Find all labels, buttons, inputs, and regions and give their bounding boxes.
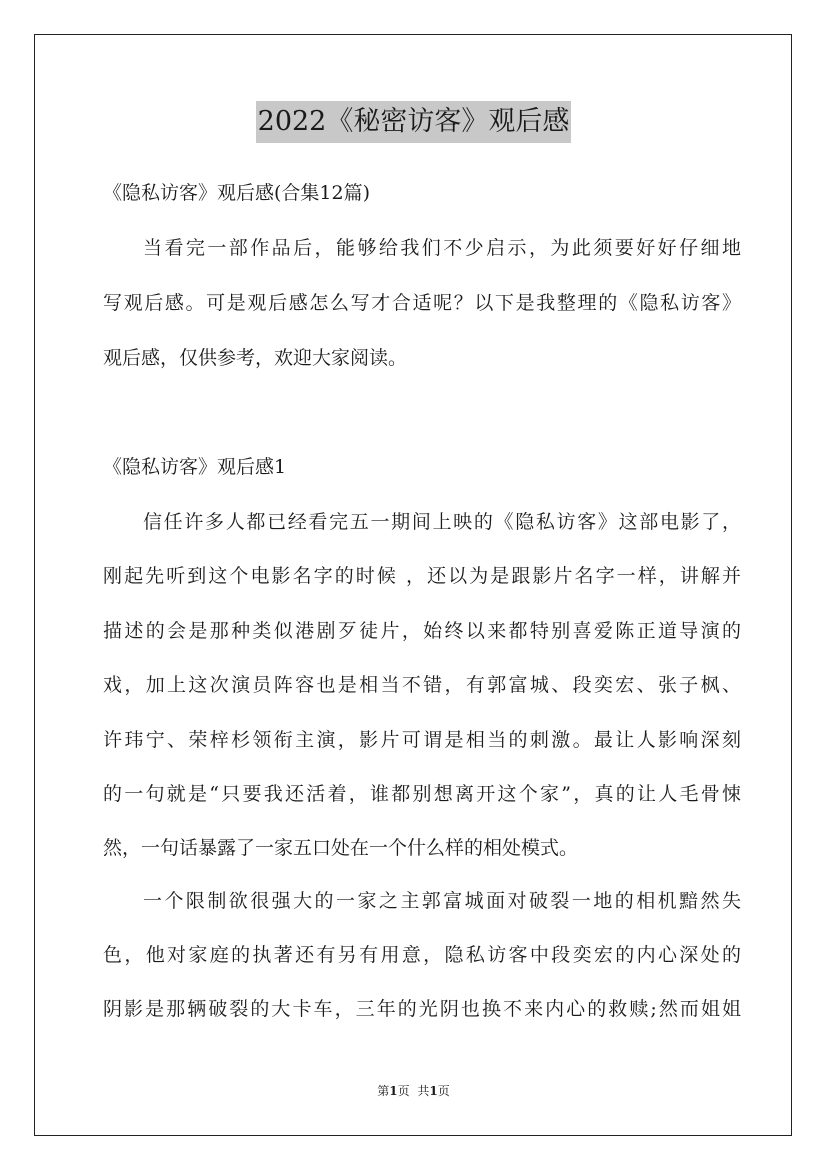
footer-page-suffix: 页	[397, 1084, 410, 1098]
footer-total-suffix: 页	[437, 1084, 450, 1098]
paragraph1-line-3: 描述的会是那种类似港剧歹徒片，始终以来都特别喜爱陈正道导演的	[103, 620, 741, 642]
paragraph2-line-2: 色，他对家庭的执著还有另有用意，隐私访客中段奕宏的内心深处的	[103, 944, 741, 966]
title-container	[0, 101, 827, 143]
paragraph1-line-1: 信任许多人都已经看完五一期间上映的《隐私访客》这部电影了，	[143, 511, 741, 533]
intro-line-3: 观后感，仅供参考，欢迎大家阅读。	[103, 347, 408, 369]
paragraph1-line-4: 戏，加上这次演员阵容也是相当不错，有郭富城、段奕宏、张子枫、	[103, 674, 741, 696]
intro-line-2: 写观后感。可是观后感怎么写才合适呢？以下是我整理的《隐私访客》	[103, 292, 741, 314]
intro-line-1: 当看完一部作品后，能够给我们不少启示，为此须要好好仔细地	[143, 237, 741, 259]
document-title: 2022《秘密访客》观后感	[256, 101, 572, 143]
page-footer	[0, 1083, 827, 1099]
paragraph2-line-1: 一个限制欲很强大的一家之主郭富城面对破裂一地的相机黯然失	[143, 890, 741, 912]
footer-total-prefix: 共	[417, 1084, 430, 1098]
paragraph1-line-2: 刚起先听到这个电影名字的时候 ，还以为是跟影片名字一样，讲解并	[103, 565, 741, 587]
paragraph2-line-3: 阴影是那辆破裂的大卡车，三年的光阴也换不来内心的救赎;然而姐姐	[103, 998, 741, 1020]
paragraph1-line-5: 许玮宁、荣梓杉领衔主演，影片可谓是相当的刺激。最让人影响深刻	[103, 729, 741, 751]
paragraph1-line-7: 然，一句话暴露了一家五口处在一个什么样的相处模式。	[103, 837, 579, 859]
document-subtitle: 《隐私访客》观后感(合集12篇)	[103, 182, 371, 204]
paragraph1-line-6: 的一句就是“只要我还活着，谁都别想离开这个家”，真的让人毛骨悚	[103, 783, 741, 805]
footer-prefix: 第	[377, 1084, 390, 1098]
section-heading: 《隐私访客》观后感1	[103, 456, 287, 478]
footer-total-number: 1	[429, 1084, 438, 1098]
footer-page-number: 1	[389, 1084, 398, 1098]
